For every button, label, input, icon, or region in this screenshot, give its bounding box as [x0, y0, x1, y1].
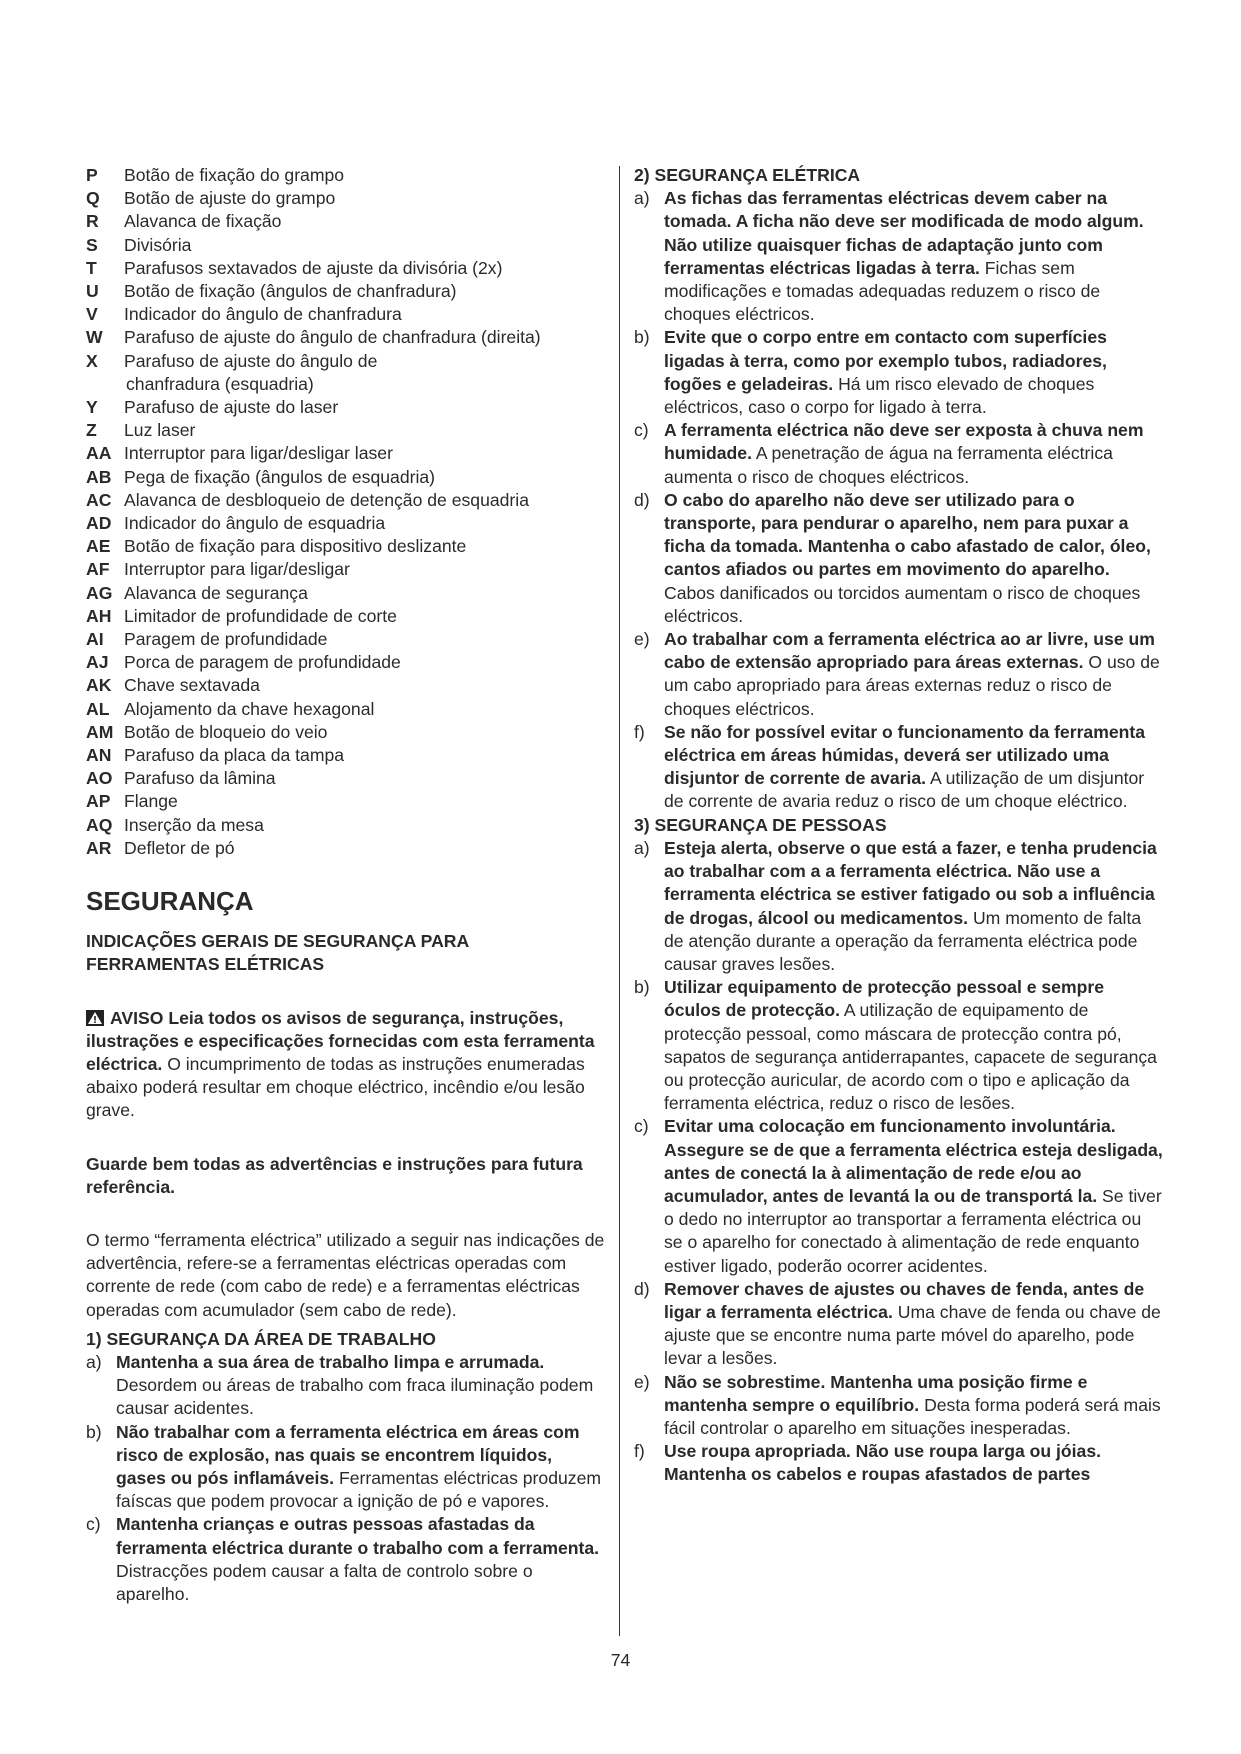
legend-code: AB — [86, 466, 112, 487]
legend-code: AG — [86, 582, 113, 603]
legend-text: Inserção da mesa — [124, 814, 264, 835]
legend-text: Chave sextavada — [124, 675, 260, 696]
safety-item — [634, 628, 1164, 721]
item-letter: e) — [634, 629, 650, 650]
legend-code: AQ — [86, 814, 113, 835]
item-letter: a) — [634, 837, 650, 858]
item-letter: d) — [634, 1278, 650, 1299]
safety-item — [634, 326, 1164, 419]
legend-row — [86, 280, 606, 303]
legend-code: AA — [86, 443, 112, 464]
item-normal-text: Se tiver o dedo no interruptor ao transportar a ferramenta eléctrica ou se o aparelho for conectado à alimentação de rede enquanto estiver ligado, poderão ocorrer acidentes. — [664, 1185, 1162, 1276]
item-body — [658, 1115, 1164, 1277]
legend-row — [86, 628, 606, 651]
keep-instructions-note: Guarde bem todas as advertências e instruções para futura referência. — [86, 1153, 583, 1197]
item-normal-text: Há um risco elevado de choques eléctricos, caso o corpo for ligado à terra. — [664, 373, 1095, 418]
item-bold-text: Remover chaves de ajustes ou chaves de fenda, antes de ligar a ferramenta eléctrica. — [664, 1278, 1145, 1322]
item-body — [110, 1421, 606, 1514]
safety-item — [86, 1351, 606, 1421]
legend-row — [86, 326, 606, 349]
item-normal-text: Uma chave de fenda ou chave de ajuste que se encontre numa parte móvel do aparelho, pode levar a lesões. — [664, 1301, 1161, 1369]
warning-triangle-icon — [86, 1010, 104, 1026]
legend-code: AR — [86, 837, 112, 858]
item-normal-text: Desordem ou áreas de trabalho com fraca iluminação podem causar acidentes. — [116, 1375, 594, 1419]
legend-text: Alojamento da chave hexagonal — [124, 698, 375, 719]
item-bold-text: A ferramenta eléctrica não deve ser exposta à chuva nem humidade. — [664, 420, 1144, 464]
legend-text: Alavanca de segurança — [124, 582, 308, 603]
legend-code: AF — [86, 559, 110, 580]
legend-text: Botão de ajuste do grampo — [124, 188, 336, 209]
item-body — [658, 1278, 1164, 1371]
legend-code: Y — [86, 397, 98, 418]
item-normal-text: A utilização de equipamento de protecção pessoal, como máscara de protecção contra pó, sapatos de segurança antiderrapantes, capacete de segurança ou protecção auricular, de acordo com o tipo e aplicação da ferramenta eléctrica, reduz o risco de lesões. — [664, 1000, 1157, 1114]
safety-item — [634, 976, 1164, 1115]
item-bold-text: Esteja alerta, observe o que está a fazer, e tenha prudencia ao trabalhar com a a ferramenta eléctrica. Não use a ferramenta eléctrica se estiver fatigado ou sob a influência de drogas, álcool ou medicamentos. — [664, 837, 1157, 928]
safety-item — [634, 1440, 1164, 1486]
item-bold-text: Utilizar equipamento de protecção pessoal e sempre óculos de protecção. — [664, 977, 1104, 1021]
legend-code: Q — [86, 188, 100, 209]
legend-code: AC — [86, 489, 112, 510]
legend-row — [86, 396, 606, 419]
item-bold-text: Mantenha crianças e outras pessoas afastadas da ferramenta eléctrica durante o trabalho com a ferramenta. — [116, 1514, 600, 1558]
legend-code: U — [86, 281, 99, 302]
section-title: 1) SEGURANÇA DA ÁREA DE TRABALHO — [86, 1328, 436, 1349]
term-definition-note: O termo “ferramenta eléctrica” utilizado a seguir nas indicações de advertência, refere-se a ferramentas eléctricas operadas com corrente de rede (com cabo de rede) e a ferramentas eléctricas operadas com acumulador (sem cabo de rede). — [86, 1229, 605, 1320]
personal-safety-section — [634, 814, 1164, 1487]
item-body — [658, 489, 1164, 628]
item-bold-text: As fichas das ferramentas eléctricas devem caber na tomada. A ficha não deve ser modificada de modo algum. Não utilize quaisquer fichas de adaptação junto com ferramentas eléctricas ligadas à terra. — [664, 188, 1144, 278]
item-normal-text: Um momento de falta de atenção durante a operação da ferramenta eléctrica pode causar graves lesões. — [664, 907, 1142, 974]
legend-text: Paragem de profundidade — [124, 629, 328, 650]
legend-code: AO — [86, 768, 113, 789]
safety-item — [634, 489, 1164, 628]
legend-row — [86, 814, 606, 837]
item-bold-text: Se não for possível evitar o funcionamento da ferramenta eléctrica em áreas húmidas, deverá ser utilizado uma disjuntor de corrente de avaria. — [664, 721, 1146, 789]
item-letter: c) — [634, 420, 649, 441]
legend-row — [86, 210, 606, 233]
legend-text: Parafuso de ajuste do ângulo de — [124, 350, 378, 371]
legend-code: V — [86, 304, 98, 325]
item-letter: d) — [634, 489, 650, 510]
item-normal-text: Cabos danificados ou torcidos aumentam o risco de choques eléctricos. — [664, 582, 1141, 626]
legend-row — [86, 419, 606, 442]
legend-row — [86, 234, 606, 257]
item-body — [658, 1371, 1164, 1441]
safety-item — [634, 419, 1164, 489]
legend-text: Parafuso da lâmina — [124, 768, 276, 789]
safety-item — [86, 1421, 606, 1514]
legend-code: AE — [86, 536, 111, 557]
safety-item — [634, 837, 1164, 976]
item-bold-text: Não trabalhar com a ferramenta eléctrica em áreas com risco de explosão, nas quais se encontrem líquidos, gases ou pós inflamáveis. — [116, 1421, 580, 1488]
legend-code: W — [86, 327, 103, 348]
legend-row — [86, 442, 606, 465]
left-column — [86, 164, 606, 1606]
item-body — [658, 187, 1164, 326]
legend-text: Interruptor para ligar/desligar laser — [124, 443, 393, 464]
item-bold-text: Evite que o corpo entre em contacto com superfícies ligadas à terra, como por exemplo tubos, radiadores, fogões e geladeiras. — [664, 327, 1107, 394]
legend-code: T — [86, 257, 97, 278]
parts-legend — [86, 164, 606, 860]
item-letter: b) — [634, 327, 650, 348]
legend-code: AL — [86, 698, 110, 719]
legend-text: Pega de fixação (ângulos de esquadria) — [124, 466, 436, 487]
electrical-safety-section — [634, 164, 1164, 814]
item-body — [110, 1513, 606, 1606]
item-body — [658, 1440, 1164, 1486]
safety-heading: SEGURANÇA — [86, 886, 254, 917]
item-normal-text: Distracções podem causar a falta de controlo sobre o aparelho. — [116, 1560, 533, 1604]
item-bold-text: O cabo do aparelho não deve ser utilizado para o transporte, para pendurar o aparelho, nem para puxar a ficha da tomada. Mantenha o cabo afastado de calor, óleo, cantos afiados ou partes em movimento do aparelho. — [664, 489, 1151, 580]
legend-code: AH — [86, 605, 112, 626]
item-bold-text: Use roupa apropriada. Não use roupa larga ou jóias. Mantenha os cabelos e roupas afastados de partes — [664, 1441, 1102, 1485]
item-bold-text: Ao trabalhar com a ferramenta eléctrica ao ar livre, use um cabo de extensão apropriado para áreas externas. — [664, 629, 1155, 673]
item-letter: f) — [634, 721, 645, 742]
legend-row — [86, 257, 606, 280]
section-title: 2) SEGURANÇA ELÉTRICA — [634, 165, 861, 185]
legend-row — [86, 674, 606, 697]
item-letter: e) — [634, 1371, 650, 1392]
safety-item — [634, 1278, 1164, 1371]
item-bold-text: Não se sobrestime. Mantenha uma posição firme e mantenha sempre o equilíbrio. — [664, 1371, 1088, 1415]
right-column — [634, 164, 1164, 1487]
item-bold-text: Evitar uma colocação em funcionamento involuntária. Assegure se de que a ferramenta eléctrica esteja desligada, antes de conectá la à alimentação de rede e/ou ao acumulador, antes de levantá la ou de transportá la. — [664, 1116, 1163, 1206]
legend-row — [86, 651, 606, 674]
item-normal-text: Fichas sem modificações e tomadas adequadas reduzem o risco de choques eléctricos. — [664, 257, 1101, 325]
general-safety-heading: INDICAÇÕES GERAIS DE SEGURANÇA PARA FERRAMENTAS ELÉTRICAS — [86, 931, 469, 975]
item-body — [658, 419, 1164, 489]
legend-row — [86, 605, 606, 628]
safety-item — [634, 721, 1164, 814]
item-body — [110, 1351, 606, 1421]
legend-code: AI — [86, 629, 104, 650]
legend-text: Flange — [124, 791, 178, 812]
legend-row — [86, 744, 606, 767]
legend-text: Alavanca de desbloqueio de detenção de esquadria — [124, 489, 529, 510]
item-letter: c) — [634, 1116, 649, 1137]
legend-text: Luz laser — [124, 420, 196, 441]
legend-text: Botão de fixação do grampo — [124, 165, 345, 185]
legend-code: AJ — [86, 652, 109, 673]
legend-text: Indicador do ângulo de chanfradura — [124, 304, 402, 325]
item-bold-text: Mantenha a sua área de trabalho limpa e arrumada. — [116, 1351, 545, 1372]
legend-text: Indicador do ângulo de esquadria — [124, 513, 386, 534]
legend-text: Limitador de profundidade de corte — [124, 605, 397, 626]
item-normal-text: Desta forma poderá será mais fácil controlar o aparelho em situações inesperadas. — [664, 1394, 1161, 1438]
item-letter: f) — [634, 1441, 645, 1462]
item-body — [658, 837, 1164, 976]
legend-text: Botão de fixação (ângulos de chanfradura) — [124, 281, 457, 302]
item-body — [658, 628, 1164, 721]
legend-row — [86, 721, 606, 744]
item-body — [658, 976, 1164, 1115]
legend-text: Divisória — [124, 234, 192, 255]
legend-text: Parafusos sextavados de ajuste da divisória (2x) — [124, 257, 503, 278]
legend-text: Interruptor para ligar/desligar — [124, 559, 350, 580]
legend-code: P — [86, 165, 98, 185]
section-title: 3) SEGURANÇA DE PESSOAS — [634, 814, 887, 835]
item-normal-text: O uso de um cabo apropriado para áreas externas reduz o risco de choques eléctricos. — [664, 652, 1160, 719]
legend-text: Parafuso de ajuste do laser — [124, 397, 339, 418]
legend-row — [86, 303, 606, 326]
legend-code: AD — [86, 513, 112, 534]
legend-row — [86, 837, 606, 860]
legend-code: X — [86, 350, 98, 371]
safety-item — [634, 1371, 1164, 1441]
legend-code: AN — [86, 745, 112, 766]
item-body — [658, 326, 1164, 419]
legend-code: AP — [86, 791, 111, 812]
safety-item — [634, 187, 1164, 326]
item-letter: c) — [86, 1514, 101, 1535]
warning-bold-text: AVISO Leia todos os avisos de segurança, instruções, ilustrações e especificações fornecidas com esta ferramenta eléctrica. — [86, 1007, 595, 1074]
legend-text-continuation: chanfradura (esquadria) — [126, 373, 314, 394]
legend-text: Parafuso de ajuste do ângulo de chanfradura (direita) — [124, 327, 541, 348]
page-number: 74 — [610, 1650, 631, 1670]
legend-row — [86, 489, 606, 512]
item-letter: b) — [86, 1421, 102, 1442]
legend-row — [86, 582, 606, 605]
legend-row — [86, 350, 606, 373]
legend-text: Botão de fixação para dispositivo deslizante — [124, 536, 467, 557]
legend-code: Z — [86, 420, 97, 441]
legend-code: AK — [86, 675, 112, 696]
legend-row — [86, 698, 606, 721]
legend-row — [86, 535, 606, 558]
item-normal-text: A penetração de água na ferramenta eléctrica aumenta o risco de choques eléctricos. — [664, 443, 1113, 487]
legend-row — [86, 767, 606, 790]
legend-code: R — [86, 211, 99, 232]
safety-item — [634, 1115, 1164, 1277]
safety-item — [86, 1513, 606, 1606]
item-letter: a) — [86, 1351, 102, 1372]
legend-row — [86, 512, 606, 535]
item-normal-text: A utilização de um disjuntor de corrente de avaria reduz o risco de um choque eléctrico. — [664, 768, 1145, 812]
legend-row — [86, 164, 606, 187]
work-area-safety-section — [86, 1328, 606, 1606]
legend-row — [86, 466, 606, 489]
item-body — [658, 721, 1164, 814]
legend-text: Porca de paragem de profundidade — [124, 652, 401, 673]
item-normal-text: Ferramentas eléctricas produzem faíscas que podem provocar a ignição de pó e vapores. — [116, 1467, 602, 1512]
legend-row — [86, 558, 606, 581]
item-letter: b) — [634, 977, 650, 998]
legend-code: S — [86, 234, 98, 255]
item-letter: a) — [634, 188, 650, 209]
legend-code: AM — [86, 721, 114, 742]
legend-row — [86, 187, 606, 210]
legend-text: Alavanca de fixação — [124, 211, 282, 232]
legend-text: Parafuso da placa da tampa — [124, 745, 345, 766]
legend-text: Defletor de pó — [124, 837, 235, 858]
legend-text: Botão de bloqueio do veio — [124, 721, 328, 742]
legend-row — [86, 790, 606, 813]
warning-normal-text: O incumprimento de todas as instruções enumeradas abaixo poderá resultar em choque eléctrico, incêndio e/ou lesão grave. — [86, 1053, 585, 1121]
warning-paragraph — [86, 1007, 606, 1123]
column-divider — [619, 166, 620, 1636]
